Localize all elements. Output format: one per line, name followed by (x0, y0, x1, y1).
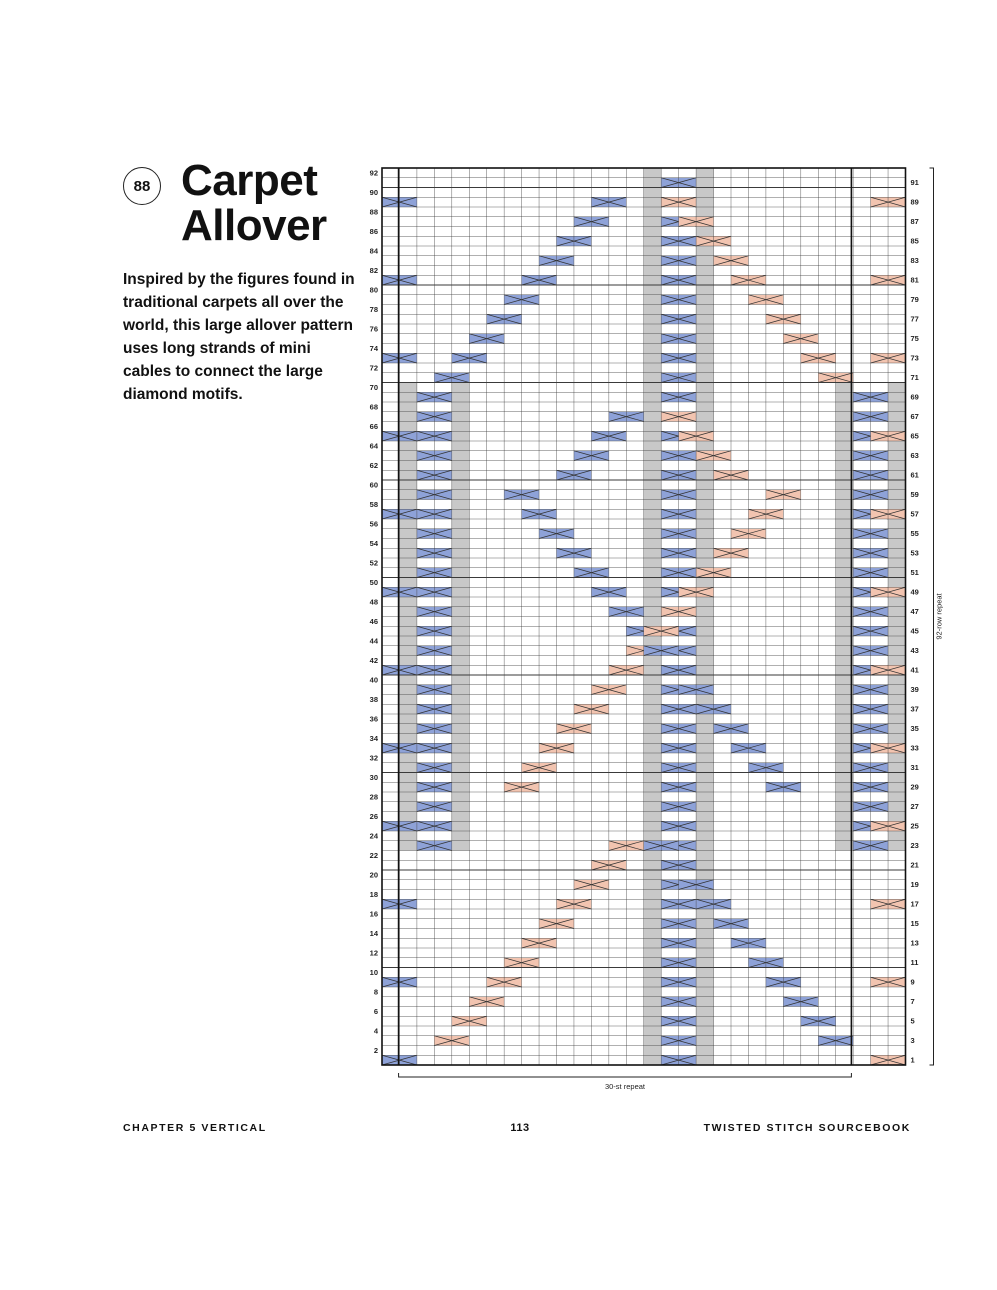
row-label-left: 90 (369, 187, 378, 197)
row-label-right: 89 (910, 197, 919, 207)
row-label-left: 32 (369, 753, 378, 763)
row-label-right: 41 (910, 665, 919, 675)
stitch-repeat-label: 30-st repeat (604, 1082, 646, 1091)
stitch-chart-svg (362, 160, 962, 1100)
row-label-right: 25 (910, 821, 919, 831)
row-label-left: 24 (369, 831, 378, 841)
row-label-left: 68 (369, 402, 378, 412)
row-label-right: 85 (910, 236, 919, 246)
footer-chapter: CHAPTER 5 VERTICAL (123, 1122, 267, 1134)
row-label-left: 26 (369, 811, 378, 821)
row-label-left: 82 (369, 265, 378, 275)
row-label-right: 47 (910, 607, 919, 617)
pattern-number-badge (123, 167, 161, 205)
row-label-right: 33 (910, 743, 919, 753)
row-label-right: 57 (910, 509, 919, 519)
row-label-right: 79 (910, 295, 919, 305)
row-label-left: 62 (369, 460, 378, 470)
row-label-right: 35 (910, 724, 919, 734)
row-label-right: 51 (910, 568, 919, 578)
row-label-left: 46 (369, 616, 378, 626)
row-label-right: 63 (910, 451, 919, 461)
row-label-right: 71 (910, 373, 919, 383)
row-label-left: 60 (369, 480, 378, 490)
row-label-right: 43 (910, 646, 919, 656)
row-label-right: 61 (910, 470, 919, 480)
pattern-number: 88 (133, 177, 151, 195)
row-label-left: 88 (369, 207, 378, 217)
row-label-right: 53 (910, 548, 919, 558)
row-label-left: 66 (369, 421, 378, 431)
row-label-right: 49 (910, 587, 919, 597)
row-label-left: 18 (369, 889, 378, 899)
row-label-right: 31 (910, 763, 919, 773)
row-label-left: 36 (369, 714, 378, 724)
row-label-left: 86 (369, 226, 378, 236)
row-label-left: 80 (369, 285, 378, 295)
stitch-repeat-bracket (399, 1073, 852, 1077)
row-label-left: 28 (369, 792, 378, 802)
row-label-left: 20 (369, 870, 378, 880)
row-label-left: 52 (369, 558, 378, 568)
row-label-right: 3 (910, 1036, 915, 1046)
row-label-right: 17 (910, 899, 919, 909)
row-label-left: 54 (369, 538, 378, 548)
row-label-left: 4 (373, 1026, 378, 1036)
page-title (181, 158, 327, 248)
row-label-right: 1 (910, 1055, 915, 1065)
row-label-right: 23 (910, 841, 919, 851)
row-label-left: 48 (369, 597, 378, 607)
row-label-right: 9 (910, 977, 915, 987)
row-label-left: 70 (369, 382, 378, 392)
row-label-left: 10 (369, 967, 378, 977)
row-label-right: 39 (910, 685, 919, 695)
row-label-right: 77 (910, 314, 919, 324)
row-label-right: 29 (910, 782, 919, 792)
row-label-left: 44 (369, 636, 378, 646)
row-label-right: 65 (910, 431, 919, 441)
row-label-left: 56 (369, 519, 378, 529)
row-label-right: 11 (910, 958, 919, 968)
row-label-left: 64 (369, 441, 378, 451)
row-repeat-bracket (930, 168, 934, 1065)
row-label-left: 92 (369, 168, 378, 178)
row-label-left: 78 (369, 304, 378, 314)
row-label-right: 15 (910, 919, 919, 929)
row-label-right: 69 (910, 392, 919, 402)
footer-page-number: 113 (510, 1122, 530, 1134)
title-line-2: Allover (181, 201, 327, 250)
row-label-right: 21 (910, 860, 919, 870)
row-label-left: 74 (369, 343, 378, 353)
row-label-left: 8 (373, 987, 378, 997)
row-label-left: 16 (369, 909, 378, 919)
row-label-right: 83 (910, 256, 919, 266)
row-label-right: 73 (910, 353, 919, 363)
row-label-left: 34 (369, 733, 378, 743)
row-label-left: 50 (369, 577, 378, 587)
row-label-left: 6 (373, 1006, 378, 1016)
row-label-left: 72 (369, 363, 378, 373)
row-label-right: 5 (910, 1016, 915, 1026)
row-label-left: 84 (369, 246, 378, 256)
row-label-left: 14 (369, 928, 378, 938)
row-label-right: 75 (910, 334, 919, 344)
row-label-left: 2 (373, 1045, 378, 1055)
intro-paragraph: Inspired by the figures found in traditional carpets all over the world, this large allover pattern uses long strands of mini cables to connect the large diamond motifs. (123, 271, 355, 403)
row-label-right: 19 (910, 880, 919, 890)
row-label-left: 30 (369, 772, 378, 782)
title-line-1: Carpet (181, 156, 318, 205)
row-label-right: 67 (910, 412, 919, 422)
row-label-right: 45 (910, 626, 919, 636)
row-label-right: 27 (910, 802, 919, 812)
row-label-left: 58 (369, 499, 378, 509)
row-label-left: 42 (369, 655, 378, 665)
row-label-right: 81 (910, 275, 919, 285)
row-label-right: 55 (910, 529, 919, 539)
row-label-left: 22 (369, 850, 378, 860)
row-label-left: 40 (369, 675, 378, 685)
row-label-right: 87 (910, 217, 919, 227)
row-label-right: 59 (910, 490, 919, 500)
row-label-left: 76 (369, 324, 378, 334)
footer-book-title: TWISTED STITCH SOURCEBOOK (703, 1122, 911, 1134)
row-repeat-label: 92-row repeat (934, 593, 944, 640)
stitch-chart (362, 160, 962, 1100)
row-label-right: 7 (910, 997, 915, 1007)
row-label-right: 91 (910, 178, 919, 188)
row-label-left: 38 (369, 694, 378, 704)
row-label-left: 12 (369, 948, 378, 958)
row-label-right: 13 (910, 938, 919, 948)
row-label-right: 37 (910, 704, 919, 714)
